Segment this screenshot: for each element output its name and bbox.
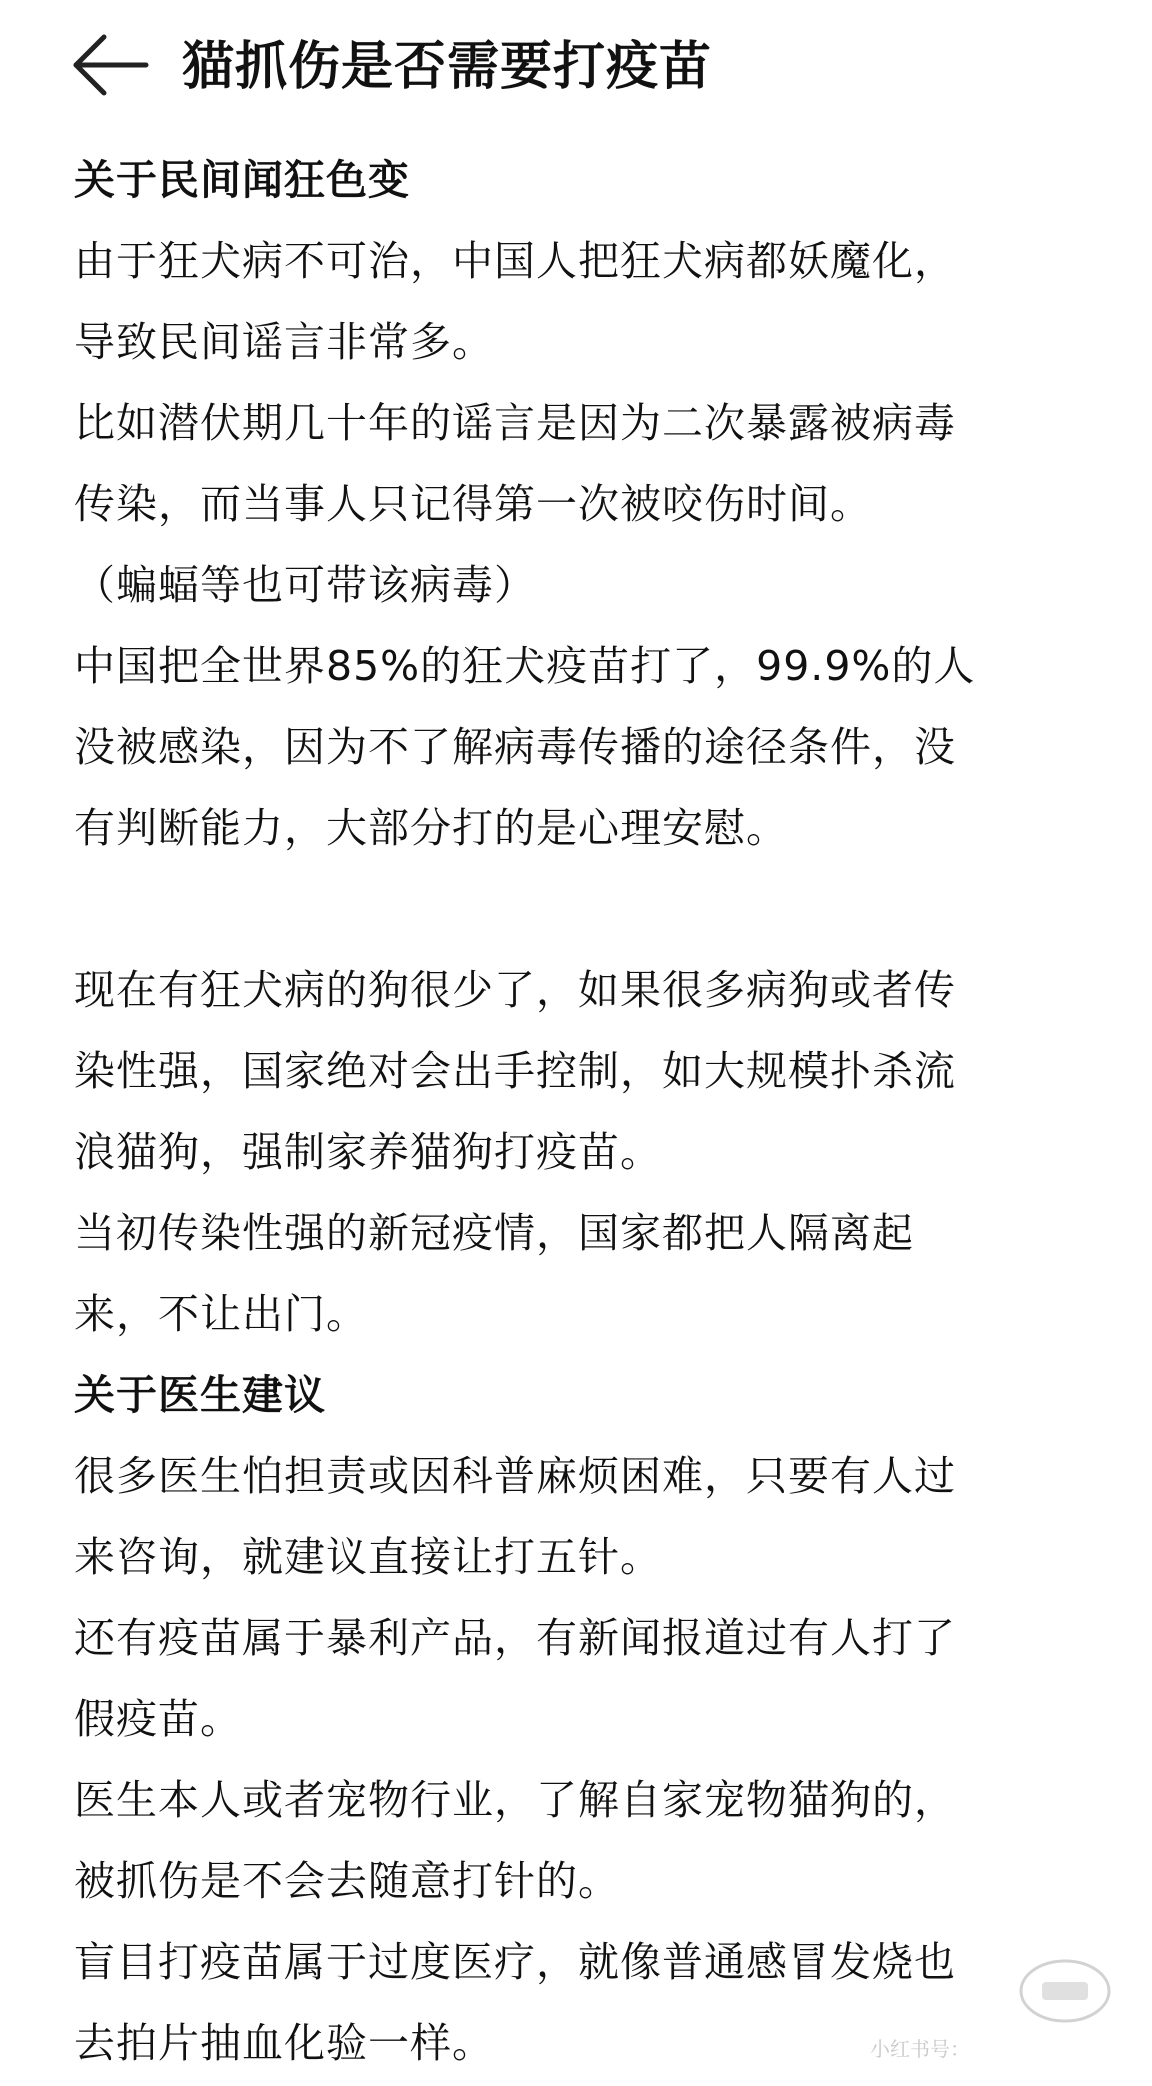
text-line: 由于狂犬病不可治，中国人把狂犬病都妖魔化， — [74, 237, 956, 285]
header-bar — [0, 0, 1152, 130]
article-body — [74, 140, 1094, 2084]
text-line: 来咨询，就建议直接让打五针。 — [74, 1533, 662, 1581]
paragraph-spacer — [74, 869, 1094, 950]
back-button[interactable] — [70, 30, 150, 100]
text-line: 还有疫苗属于暴利产品，有新闻报道过有人打了 — [74, 1614, 956, 1662]
section-heading: 关于民间闻狂色变 — [74, 156, 410, 204]
watermark-text: 小红书号： — [870, 2037, 970, 2061]
text-line: （蝙蝠等也可带该病毒） — [74, 561, 536, 609]
text-line: 医生本人或者宠物行业，了解自家宠物猫狗的， — [74, 1776, 956, 1824]
text-line: 浪猫狗，强制家养猫狗打疫苗。 — [74, 1128, 662, 1176]
text-line: 比如潜伏期几十年的谣言是因为二次暴露被病毒 — [74, 399, 956, 447]
text-line: 没被感染，因为不了解病毒传播的途径条件，没 — [74, 723, 956, 771]
section-heading: 关于医生建议 — [74, 1371, 326, 1419]
text-line: 来，不让出门。 — [74, 1290, 368, 1338]
xiaohongshu-logo-icon — [1010, 1946, 1120, 2036]
text-line: 被抓伤是不会去随意打针的。 — [74, 1857, 620, 1905]
watermark — [870, 1946, 1130, 2076]
text-line: 传染，而当事人只记得第一次被咬伤时间。 — [74, 480, 872, 528]
text-line: 现在有狂犬病的狗很少了，如果很多病狗或者传 — [74, 966, 956, 1014]
text-line: 有判断能力，大部分打的是心理安慰。 — [74, 804, 788, 852]
text-line: 染性强，国家绝对会出手控制，如大规模扑杀流 — [74, 1047, 956, 1095]
text-line: 盲目打疫苗属于过度医疗，就像普通感冒发烧也 — [74, 1938, 956, 1986]
text-line: 中国把全世界85%的狂犬疫苗打了，99.9%的人 — [74, 642, 976, 690]
text-line: 很多医生怕担责或因科普麻烦困难，只要有人过 — [74, 1452, 956, 1500]
text-line: 当初传染性强的新冠疫情，国家都把人隔离起 — [74, 1209, 914, 1257]
text-line: 去拍片抽血化验一样。 — [74, 2019, 494, 2067]
text-line: 假疫苗。 — [74, 1695, 242, 1743]
arrow-left-icon — [70, 30, 150, 100]
page-title: 猫抓伤是否需要打疫苗 — [182, 37, 713, 97]
text-line: 导致民间谣言非常多。 — [74, 318, 494, 366]
